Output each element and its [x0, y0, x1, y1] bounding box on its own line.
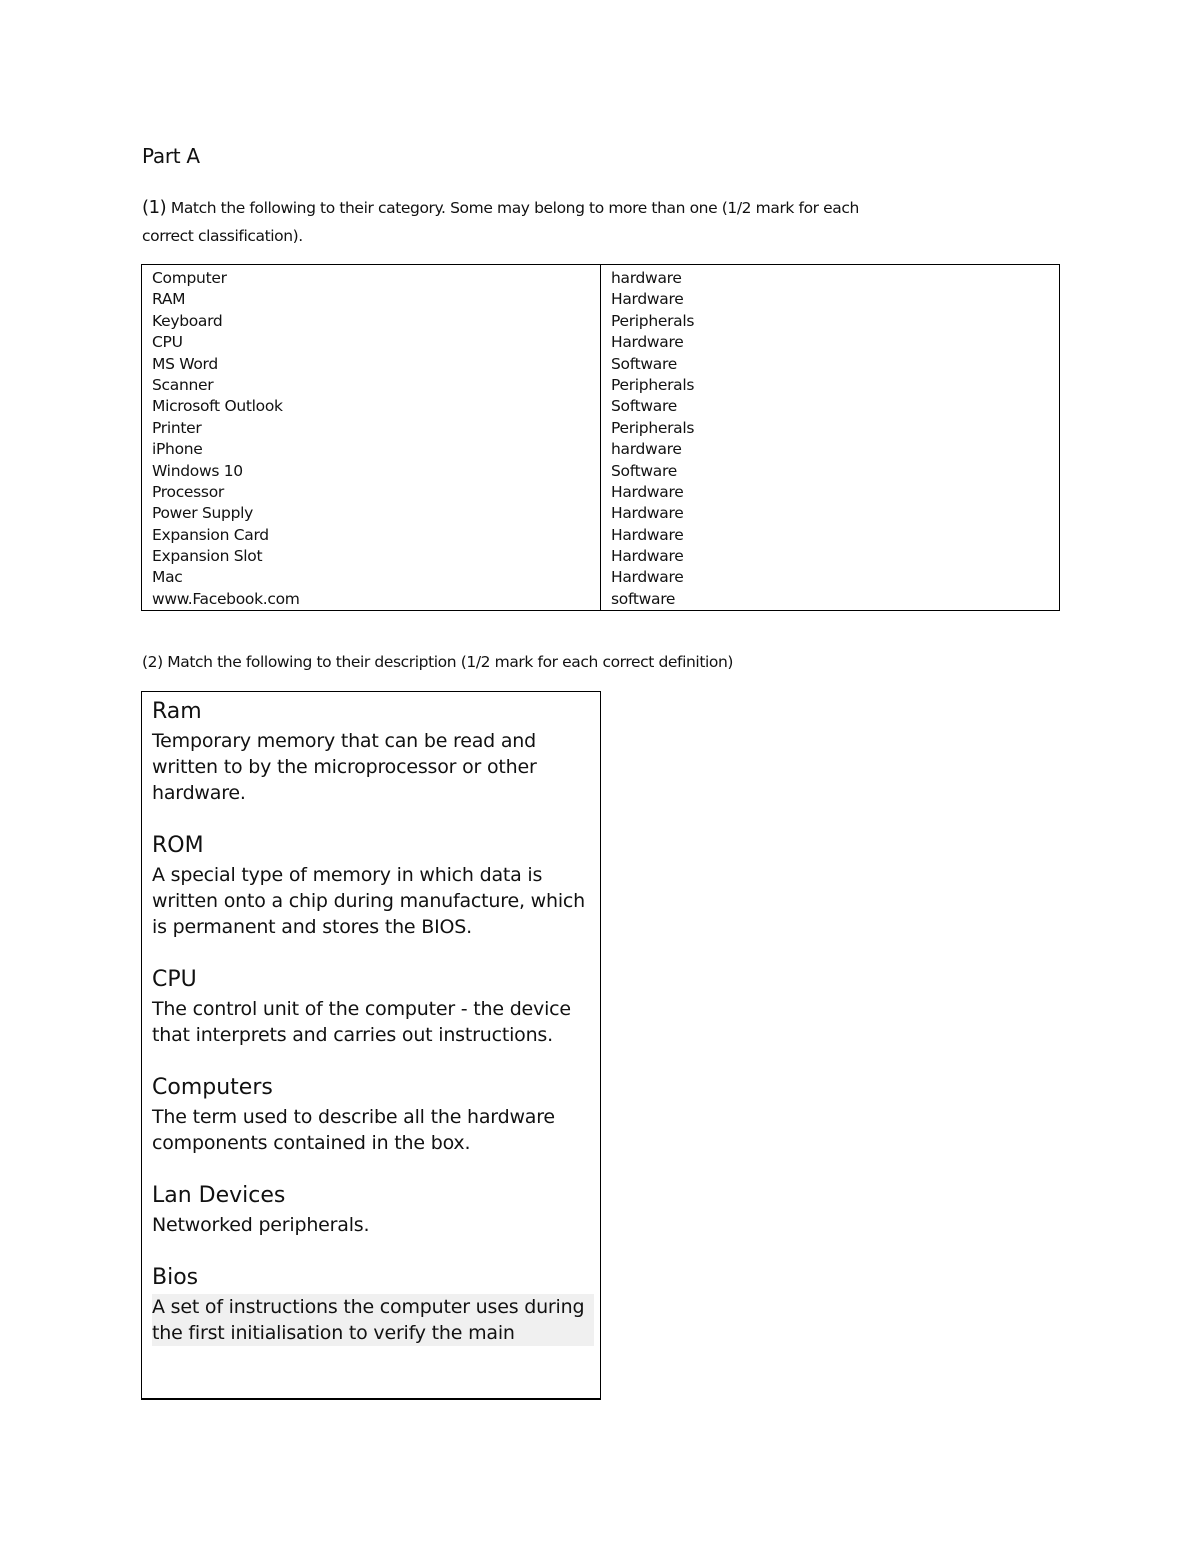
category-cell: hardware	[611, 440, 682, 459]
category-cell: software	[611, 589, 676, 608]
definition-term: Lan Devices	[152, 1183, 286, 1208]
definition-term: Ram	[152, 699, 202, 724]
part-title: Part A	[142, 144, 200, 168]
category-cell: Software	[611, 354, 677, 373]
category-cell: Peripherals	[611, 375, 695, 394]
item-cell: Printer	[152, 418, 202, 437]
item-cell: Windows 10	[152, 461, 243, 480]
item-cell: CPU	[152, 333, 183, 352]
category-cell: Peripherals	[611, 418, 695, 437]
item-cell: Computer	[152, 269, 227, 287]
item-cell: www.Facebook.com	[152, 589, 300, 608]
item-cell: Scanner	[152, 375, 214, 394]
category-cell: Hardware	[611, 333, 684, 352]
item-cell: Microsoft Outlook	[152, 397, 283, 416]
category-cell: Hardware	[611, 547, 684, 566]
item-cell: Expansion Slot	[152, 547, 263, 566]
definition-text: The control unit of the computer - the device that interprets and carries out instructions.	[152, 998, 571, 1046]
definition-term: ROM	[152, 833, 204, 858]
item-cell: Keyboard	[152, 311, 223, 330]
category-cell: Peripherals	[611, 311, 695, 330]
item-cell: RAM	[152, 290, 186, 309]
question-1-number: (1)	[142, 197, 167, 218]
item-cell: iPhone	[152, 440, 203, 459]
question-1-instructions	[142, 194, 902, 250]
item-cell: Mac	[152, 568, 183, 587]
categories-column	[600, 265, 1059, 610]
definition-term: CPU	[152, 967, 197, 992]
item-cell: Processor	[152, 482, 224, 501]
definition-entry	[152, 1072, 592, 1156]
category-cell: Hardware	[611, 525, 684, 544]
category-cell: Software	[611, 397, 677, 416]
definition-box	[141, 691, 601, 1400]
category-cell: Hardware	[611, 504, 684, 523]
category-cell: Hardware	[611, 290, 684, 309]
category-cell: Hardware	[611, 568, 684, 587]
definition-text: A special type of memory in which data is written onto a chip during manufacture, which is permanent and stores the BIOS.	[152, 864, 585, 938]
item-cell: Power Supply	[152, 504, 254, 523]
category-cell: hardware	[611, 269, 682, 287]
item-cell: Expansion Card	[152, 525, 269, 544]
definition-entry	[152, 964, 592, 1048]
category-cell: Software	[611, 461, 677, 480]
item-cell: MS Word	[152, 354, 218, 373]
items-column	[142, 265, 600, 610]
definition-text: Temporary memory that can be read and written to by the microprocessor or other hardware.	[152, 730, 537, 804]
definition-entry	[152, 696, 592, 806]
question-2-instructions: (2) Match the following to their description (1/2 mark for each correct definition)	[142, 653, 734, 671]
definition-term: Bios	[152, 1265, 199, 1290]
definition-entry	[152, 1180, 592, 1238]
category-table	[141, 264, 1060, 611]
definition-text: The term used to describe all the hardware components contained in the box.	[152, 1106, 555, 1154]
definition-text: Networked peripherals.	[152, 1214, 370, 1236]
category-cell: Hardware	[611, 482, 684, 501]
question-1-text: Match the following to their category. Some may belong to more than one (1/2 mark for each correct classification).	[142, 199, 859, 245]
definition-entry	[152, 830, 592, 940]
definition-text: A set of instructions the computer uses during the first initialisation to verify the main	[152, 1294, 594, 1346]
definition-entry	[152, 1262, 592, 1346]
definition-term: Computers	[152, 1075, 273, 1100]
